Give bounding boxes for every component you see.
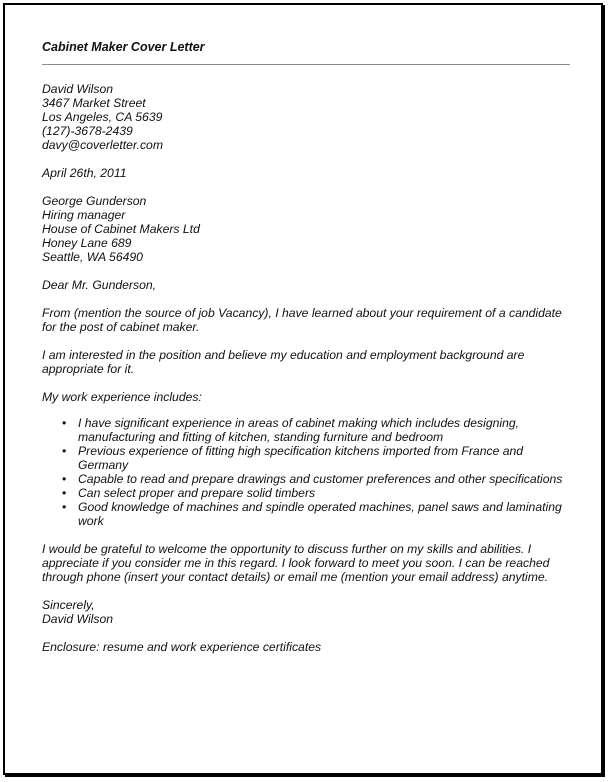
- letter-content: [42, 40, 570, 654]
- list-item: [62, 500, 570, 528]
- list-item: [62, 472, 570, 486]
- sender-name: David Wilson: [42, 82, 114, 96]
- sender-address: [42, 82, 570, 152]
- bullet-icon: •: [62, 472, 67, 486]
- intro-paragraph: From (mention the source of job Vacancy), I have learned about your requirement of a candidate for the post of cabinet maker.: [42, 306, 562, 334]
- letter-date: April 26th, 2011: [42, 166, 127, 180]
- recipient-name: George Gunderson: [42, 194, 147, 208]
- list-item: [62, 486, 570, 500]
- letter-title: Cabinet Maker Cover Letter: [42, 40, 205, 54]
- enclosure-note: Enclosure: resume and work experience certificates: [42, 640, 322, 654]
- list-item: [62, 416, 570, 444]
- bullet-icon: •: [62, 500, 67, 514]
- recipient-title: Hiring manager: [42, 208, 126, 222]
- list-item-text: I have significant experience in areas of cabinet making which includes designing, manufacturing and fitting of kitchen, standing furniture and bedroom: [78, 416, 520, 444]
- experience-lead: My work experience includes:: [42, 390, 202, 404]
- signer-name: David Wilson: [42, 612, 114, 626]
- list-item: [62, 444, 570, 472]
- sender-city: Los Angeles, CA 5639: [42, 110, 163, 124]
- experience-list: [42, 416, 570, 528]
- bullet-icon: •: [62, 416, 67, 430]
- closing-paragraph: I would be grateful to welcome the opportunity to discuss further on my skills and abilities. I appreciate if you consider me in this regard. I look forward to meet you soon. I can be reached through phone (insert your contact details) or email me (mention your email address) anytime.: [42, 542, 550, 584]
- bullet-icon: •: [62, 486, 67, 500]
- bullet-icon: •: [62, 444, 67, 458]
- recipient-company: House of Cabinet Makers Ltd: [42, 222, 200, 236]
- sign-off: [42, 598, 570, 626]
- list-item-text: Good knowledge of machines and spindle operated machines, panel saws and laminating work: [78, 500, 562, 528]
- list-item-text: Capable to read and prepare drawings and customer preferences and other specifications: [78, 472, 563, 486]
- sender-street: 3467 Market Street: [42, 96, 146, 110]
- sender-phone: (127)-3678-2439: [42, 124, 133, 138]
- list-item-text: Previous experience of fitting high specification kitchens imported from France and Germany: [78, 444, 524, 472]
- interest-paragraph: I am interested in the position and believe my education and employment background are appropriate for it.: [42, 348, 525, 376]
- recipient-address: [42, 194, 570, 264]
- recipient-city: Seattle, WA 56490: [42, 250, 143, 264]
- title-divider: [42, 64, 570, 65]
- list-item-text: Can select proper and prepare solid timbers: [78, 486, 316, 500]
- valediction: Sincerely,: [42, 598, 95, 612]
- recipient-street: Honey Lane 689: [42, 236, 132, 250]
- salutation: Dear Mr. Gunderson,: [42, 278, 157, 292]
- sender-email: davy@coverletter.com: [42, 138, 163, 152]
